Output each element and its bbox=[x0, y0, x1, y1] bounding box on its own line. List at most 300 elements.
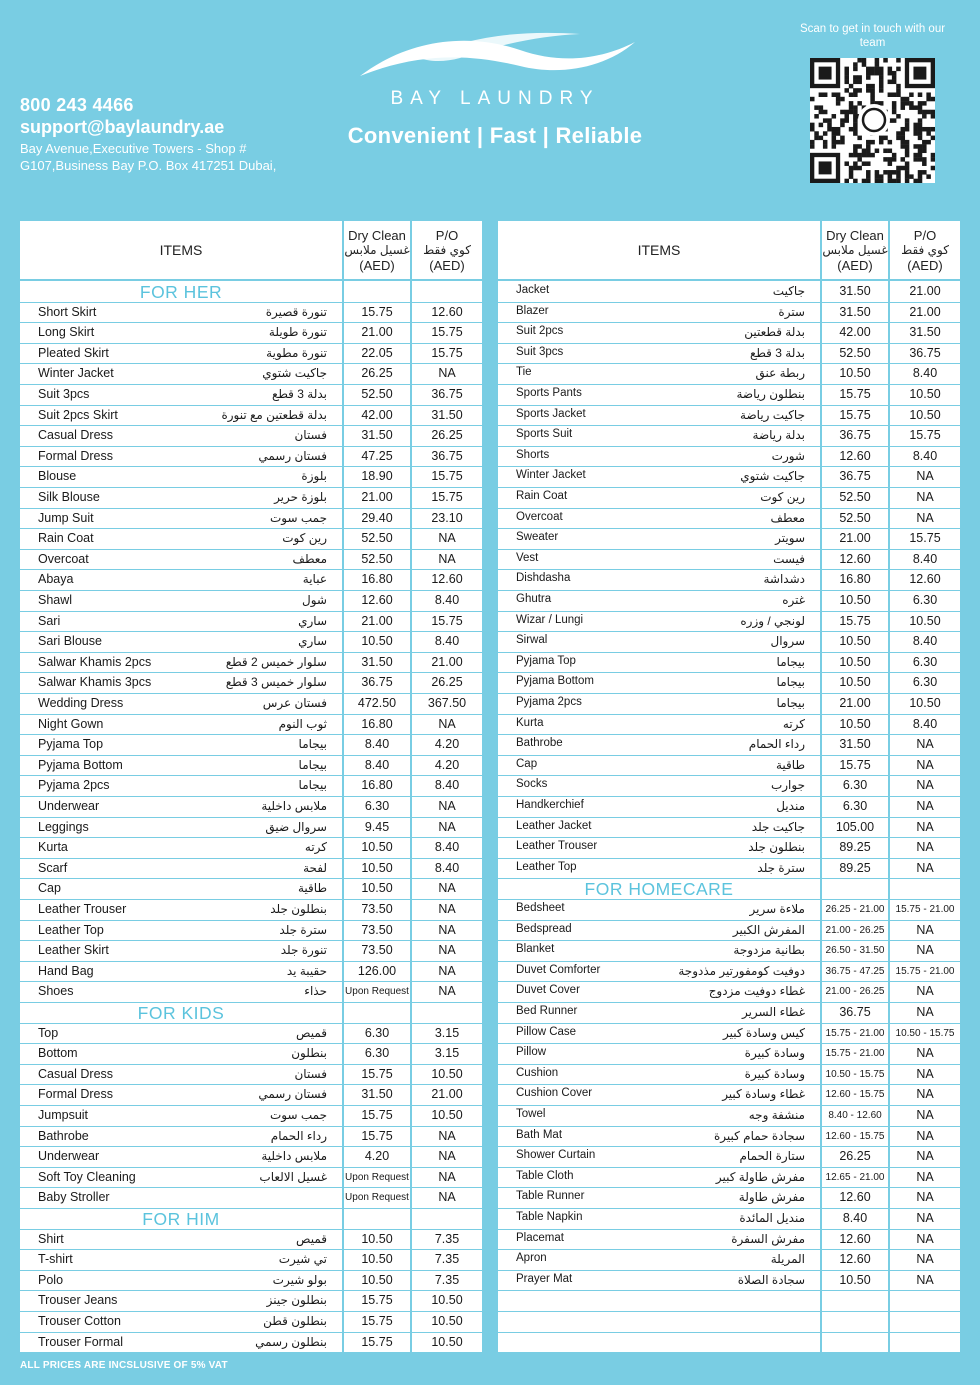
table-row bbox=[498, 364, 960, 385]
table-row bbox=[498, 900, 960, 921]
item-name: Suit 2pcs bbox=[516, 325, 564, 338]
table-row bbox=[20, 488, 482, 509]
contact-block bbox=[20, 94, 290, 174]
table-row bbox=[20, 756, 482, 777]
dry-clean-price: 15.75 bbox=[839, 757, 871, 772]
section-header bbox=[498, 879, 960, 900]
item-name-arabic: تي شيرت bbox=[278, 1252, 327, 1267]
press-only-price: 15.75 bbox=[909, 531, 941, 546]
item-name: Handkerchief bbox=[516, 799, 584, 811]
dry-clean-header: Dry Clean غسيل ملابس (AED) bbox=[344, 227, 410, 273]
table-row bbox=[20, 529, 482, 550]
item-name: Short Skirt bbox=[38, 304, 97, 319]
dry-clean-price: 36.75 - 47.25 bbox=[825, 965, 885, 977]
item-name: Jump Suit bbox=[38, 510, 94, 525]
item-name: Duvet Cover bbox=[516, 984, 580, 997]
press-only-price: 4.20 bbox=[434, 737, 460, 752]
press-only-price: 36.75 bbox=[431, 448, 463, 463]
item-name: Pyjama Top bbox=[38, 737, 104, 752]
item-name-arabic: وسادة كبيرة bbox=[744, 1046, 805, 1061]
item-name: Winter Jacket bbox=[38, 366, 114, 381]
table-row bbox=[498, 838, 960, 859]
item-name: Sports Pants bbox=[516, 387, 582, 399]
press-only-price: 8.40 bbox=[912, 716, 938, 731]
dry-clean-price: 4.20 bbox=[364, 1149, 390, 1164]
item-name-arabic: طاقية bbox=[298, 881, 327, 896]
press-only-price: 6.30 bbox=[912, 593, 938, 607]
item-name: Abaya bbox=[38, 572, 74, 587]
item-name-arabic: لفحة bbox=[303, 860, 327, 875]
item-name-arabic: كرته bbox=[304, 840, 327, 855]
table-row bbox=[20, 303, 482, 324]
press-only-price: 36.75 bbox=[909, 345, 941, 360]
press-only-price: NA bbox=[916, 819, 934, 834]
table-row bbox=[20, 385, 482, 406]
dry-clean-price: 16.80 bbox=[839, 572, 871, 587]
dry-clean-price: 73.50 bbox=[361, 943, 393, 958]
press-only-price: 36.75 bbox=[431, 387, 463, 401]
dry-clean-price: 16.80 bbox=[361, 778, 393, 793]
item-name: Bathrobe bbox=[516, 737, 563, 750]
qr-code-icon[interactable] bbox=[810, 58, 935, 183]
dry-clean-header: Dry Clean غسيل ملابس (AED) bbox=[822, 227, 888, 273]
item-name: Overcoat bbox=[38, 551, 89, 566]
press-only-price: 10.50 bbox=[909, 407, 941, 422]
item-name: Sweater bbox=[516, 531, 559, 544]
table-row bbox=[20, 797, 482, 818]
item-name: Apron bbox=[516, 1252, 547, 1265]
item-name: Vest bbox=[516, 551, 539, 564]
dry-clean-price: 6.30 bbox=[364, 1025, 390, 1040]
press-only-price: NA bbox=[916, 469, 934, 484]
dry-clean-price: 10.50 bbox=[839, 654, 871, 669]
dry-clean-price: 10.50 bbox=[839, 593, 871, 607]
table-row bbox=[20, 509, 482, 530]
item-name-arabic: مفرش طاولة bbox=[738, 1190, 805, 1205]
item-name: Jacket bbox=[516, 284, 550, 296]
table-row bbox=[498, 1147, 960, 1168]
dry-clean-price: 10.50 - 15.75 bbox=[825, 1068, 885, 1080]
dry-clean-price: 21.00 bbox=[839, 531, 871, 546]
item-name: Formal Dress bbox=[38, 448, 114, 463]
dry-clean-price: 52.50 bbox=[361, 531, 393, 546]
dry-clean-price: 12.60 - 15.75 bbox=[825, 1130, 885, 1142]
press-only-price: 4.20 bbox=[434, 757, 460, 772]
item-name-arabic: بيجاما bbox=[776, 654, 805, 669]
dry-clean-price: 31.50 bbox=[839, 284, 871, 298]
press-only-price: 12.60 bbox=[431, 304, 463, 319]
item-name-arabic: بيجاما bbox=[776, 675, 805, 690]
table-row bbox=[498, 632, 960, 653]
item-name: Casual Dress bbox=[38, 1066, 114, 1081]
items-header: ITEMS bbox=[159, 241, 203, 258]
press-only-price: 21.00 bbox=[431, 1087, 463, 1102]
press-only-price: 15.75 bbox=[431, 469, 463, 484]
dry-clean-price: 10.50 bbox=[361, 840, 393, 855]
press-only-price: 10.50 bbox=[431, 1293, 463, 1308]
dry-clean-price: 472.50 bbox=[357, 696, 397, 710]
press-only-price: NA bbox=[438, 551, 456, 566]
dry-clean-price: 16.80 bbox=[361, 716, 393, 731]
press-only-price: 15.75 bbox=[431, 325, 463, 340]
section-header bbox=[20, 1003, 482, 1024]
dry-clean-price: 18.90 bbox=[361, 469, 393, 484]
item-name-arabic: رين كوت bbox=[282, 531, 327, 546]
item-name-arabic: غطاء السرير bbox=[741, 1005, 805, 1019]
tagline: Convenient | Fast | Reliable bbox=[347, 123, 643, 148]
item-name: Trouser Formal bbox=[38, 1334, 123, 1349]
table-row bbox=[20, 715, 482, 736]
item-name-arabic: غطاء وسادة كبير bbox=[722, 1087, 805, 1102]
table-row bbox=[20, 673, 482, 694]
item-name-arabic: بنطلون جلد bbox=[748, 840, 805, 855]
dry-clean-price: 10.50 bbox=[839, 1272, 871, 1287]
item-name: Duvet Comforter bbox=[516, 963, 601, 976]
item-name: Blazer bbox=[516, 304, 549, 317]
table-row bbox=[498, 1127, 960, 1148]
table-row bbox=[498, 426, 960, 447]
item-name: Blouse bbox=[38, 469, 77, 484]
dry-clean-price: 31.50 bbox=[361, 654, 393, 669]
item-name-arabic: حذاء bbox=[304, 984, 327, 999]
item-name-arabic: قميص bbox=[296, 1025, 327, 1040]
press-only-price: 8.40 bbox=[912, 366, 938, 381]
item-name-arabic: عباية bbox=[302, 572, 327, 587]
item-name-arabic: ستارة الحمام bbox=[739, 1149, 805, 1164]
press-only-price: 8.40 bbox=[434, 778, 460, 793]
item-name-arabic: سترة bbox=[778, 304, 805, 319]
dry-clean-price: 36.75 bbox=[839, 469, 871, 484]
table-row bbox=[20, 1168, 482, 1189]
press-only-header: P/O كوي فقط (AED) bbox=[901, 227, 949, 273]
dry-clean-price: 8.40 bbox=[842, 1211, 868, 1225]
table-row bbox=[20, 941, 482, 962]
item-name-arabic: سجادة الصلاة bbox=[737, 1272, 805, 1287]
item-name-arabic: جمب سوت bbox=[269, 1108, 327, 1122]
table-row bbox=[20, 1291, 482, 1312]
table-row bbox=[498, 962, 960, 983]
press-only-price: NA bbox=[916, 984, 934, 999]
item-name: Cap bbox=[516, 757, 538, 770]
table-row bbox=[20, 323, 482, 344]
item-name: Hand Bag bbox=[38, 963, 94, 978]
dry-clean-price: 15.75 bbox=[839, 407, 871, 422]
item-name: Sports Suit bbox=[516, 428, 573, 441]
press-only-price: 8.40 bbox=[912, 551, 938, 566]
dry-clean-price: 10.50 bbox=[361, 1252, 393, 1267]
press-only-price: NA bbox=[438, 819, 456, 834]
item-name: Prayer Mat bbox=[516, 1272, 573, 1285]
item-name: Trouser Cotton bbox=[38, 1314, 121, 1328]
dry-clean-price: 15.75 bbox=[361, 1293, 393, 1308]
table-row bbox=[20, 1147, 482, 1168]
item-name-arabic: المفرش الكبير bbox=[732, 922, 805, 937]
table-row bbox=[498, 529, 960, 550]
item-name-arabic: فيست bbox=[773, 551, 805, 566]
item-name: Cushion Cover bbox=[516, 1087, 593, 1100]
item-name: Leather Trouser bbox=[516, 840, 598, 853]
dry-clean-price: 8.40 bbox=[364, 737, 390, 752]
item-name-arabic: بنطلون bbox=[291, 1046, 327, 1061]
item-name: T-shirt bbox=[38, 1252, 73, 1267]
table-row bbox=[498, 1271, 960, 1292]
press-only-price: NA bbox=[438, 716, 456, 731]
press-only-price: NA bbox=[438, 531, 456, 546]
section-title: FOR HOMECARE bbox=[584, 879, 734, 900]
press-only-price: 15.75 bbox=[431, 345, 463, 360]
dry-clean-price: 21.00 bbox=[361, 490, 393, 504]
table-row bbox=[20, 406, 482, 427]
press-only-price: NA bbox=[438, 799, 456, 813]
table-row bbox=[20, 632, 482, 653]
table-row bbox=[20, 1044, 482, 1065]
table-row bbox=[20, 1106, 482, 1127]
dry-clean-price: 21.00 - 26.25 bbox=[825, 924, 885, 936]
table-row bbox=[20, 591, 482, 612]
item-name-arabic: سروال bbox=[770, 634, 805, 649]
item-name-arabic: لونجي / وزره bbox=[740, 613, 805, 628]
item-name-arabic: بلوزة حرير bbox=[274, 490, 327, 504]
dry-clean-price: 31.50 bbox=[361, 1087, 393, 1102]
dry-clean-price: 26.25 - 21.00 bbox=[825, 904, 885, 915]
item-name: Shirt bbox=[38, 1231, 64, 1246]
item-name-arabic: فستان رسمي bbox=[258, 1087, 327, 1102]
item-name-arabic: بنطلون قطن bbox=[263, 1314, 327, 1328]
item-name: Shoes bbox=[38, 984, 74, 999]
press-only-price: NA bbox=[916, 1272, 934, 1287]
table-row bbox=[20, 1250, 482, 1271]
item-name-arabic: تنورة جلد bbox=[280, 943, 327, 958]
table-row bbox=[498, 1250, 960, 1271]
press-only-price: 10.50 bbox=[909, 613, 941, 628]
press-only-price: 26.25 bbox=[431, 428, 463, 443]
dry-clean-price: 12.60 bbox=[839, 1190, 871, 1205]
press-only-price: NA bbox=[916, 757, 934, 772]
table-row bbox=[20, 921, 482, 942]
table-row bbox=[498, 550, 960, 571]
item-name: Sari Blouse bbox=[38, 634, 102, 649]
item-name: Pyjama Bottom bbox=[516, 675, 594, 688]
item-name-arabic: بنطلون رسمي bbox=[255, 1334, 327, 1349]
dry-clean-price: 31.50 bbox=[361, 428, 393, 443]
table-row bbox=[20, 426, 482, 447]
item-name-arabic: بلوزة bbox=[301, 469, 327, 484]
table-row bbox=[20, 467, 482, 488]
table-row bbox=[20, 653, 482, 674]
item-name: Bath Mat bbox=[516, 1128, 563, 1141]
item-name: Shorts bbox=[516, 448, 550, 461]
item-name: Socks bbox=[516, 778, 548, 791]
table-row bbox=[20, 1333, 482, 1354]
dry-clean-price: 12.60 bbox=[361, 593, 393, 607]
item-name: Tie bbox=[516, 366, 532, 379]
dry-clean-price: 73.50 bbox=[361, 922, 393, 937]
item-name-arabic: ملاءة سرير bbox=[749, 902, 805, 916]
item-name-arabic: ساري bbox=[298, 613, 327, 628]
item-name: Bed Runner bbox=[516, 1005, 578, 1017]
dry-clean-price: 42.00 bbox=[361, 407, 393, 422]
table-row bbox=[498, 303, 960, 324]
item-name-arabic: فستان bbox=[294, 1066, 327, 1081]
section-title: FOR HER bbox=[139, 282, 223, 302]
item-name-arabic: جاكيت رياضة bbox=[740, 407, 805, 422]
item-name-arabic: حقيبة يد bbox=[286, 963, 327, 978]
table-row bbox=[498, 447, 960, 468]
item-name: Polo bbox=[38, 1272, 64, 1287]
table-row bbox=[498, 797, 960, 818]
press-only-price: NA bbox=[916, 1231, 934, 1246]
support-email[interactable]: support@baylaundry.ae bbox=[20, 117, 225, 137]
item-name-arabic: ربطة عنق bbox=[755, 366, 805, 381]
item-name-arabic: بيجاما bbox=[298, 778, 327, 793]
item-name: Leggings bbox=[38, 819, 89, 834]
item-name: Cap bbox=[38, 881, 61, 896]
item-name-arabic: بيجاما bbox=[298, 757, 327, 772]
phone-number[interactable]: 800 243 4466 bbox=[20, 95, 134, 115]
dry-clean-price: 21.00 bbox=[839, 696, 871, 710]
item-name: Shower Curtain bbox=[516, 1149, 596, 1162]
dry-clean-price: 15.75 bbox=[361, 1128, 393, 1143]
press-only-price: NA bbox=[916, 840, 934, 855]
press-only-price: NA bbox=[438, 1190, 456, 1205]
item-name: Underwear bbox=[38, 1149, 100, 1164]
press-only-price: NA bbox=[916, 1005, 934, 1019]
dry-clean-price: Upon Request bbox=[345, 1192, 409, 1204]
item-name-arabic: بولو شيرت bbox=[272, 1272, 327, 1287]
item-name-arabic: سلوار خميس 2 قطع bbox=[225, 654, 327, 669]
table-row bbox=[20, 1024, 482, 1045]
item-name: Bedspread bbox=[516, 922, 572, 935]
dry-clean-price: 10.50 bbox=[361, 881, 393, 896]
item-name: Night Gown bbox=[38, 716, 104, 731]
table-row bbox=[498, 694, 960, 715]
scan-caption: Scan to get in touch with our team bbox=[799, 23, 946, 49]
item-name-arabic: معطف bbox=[770, 510, 805, 525]
item-name-arabic: بيجاما bbox=[776, 696, 805, 710]
item-name: Blanket bbox=[516, 943, 555, 956]
item-name: Wizar / Lungi bbox=[516, 613, 584, 626]
item-name-arabic: ملابس داخلية bbox=[261, 799, 327, 813]
dry-clean-price: 22.05 bbox=[361, 345, 393, 360]
press-only-price: NA bbox=[916, 1128, 934, 1143]
item-name-arabic: تنورة قصيرة bbox=[265, 304, 327, 319]
dry-clean-price: 126.00 bbox=[357, 963, 397, 978]
dry-clean-price: 26.25 bbox=[361, 366, 393, 381]
table-row bbox=[20, 879, 482, 900]
table-row bbox=[498, 1168, 960, 1189]
item-name-arabic: وسادة كبيرة bbox=[744, 1066, 805, 1081]
table-row bbox=[498, 673, 960, 694]
item-name: Shawl bbox=[38, 593, 73, 607]
dry-clean-price: 15.75 bbox=[839, 613, 871, 628]
item-name-arabic: جاكيت جلد bbox=[751, 819, 805, 834]
item-name-arabic: رداء الحمام bbox=[270, 1128, 327, 1143]
table-row bbox=[498, 735, 960, 756]
dry-clean-price: 9.45 bbox=[364, 819, 390, 834]
dry-clean-price: 15.75 - 21.00 bbox=[825, 1027, 885, 1039]
press-only-price: 8.40 bbox=[912, 634, 938, 649]
table-row bbox=[20, 550, 482, 571]
dry-clean-price: 6.30 bbox=[842, 799, 868, 813]
item-name: Cushion bbox=[516, 1066, 559, 1079]
dry-clean-price: 15.75 - 21.00 bbox=[825, 1048, 885, 1060]
dry-clean-price: 36.75 bbox=[361, 675, 393, 690]
press-only-price: 15.75 - 21.00 bbox=[895, 965, 955, 977]
item-name: Leather Trouser bbox=[38, 902, 127, 916]
item-name: Suit 2pcs Skirt bbox=[38, 407, 118, 422]
item-name-arabic: فستان عرس bbox=[262, 696, 327, 710]
dry-clean-price: 12.60 - 15.75 bbox=[825, 1089, 885, 1101]
item-name: Pleated Skirt bbox=[38, 345, 109, 360]
item-name-arabic: كيس وسادة كبير bbox=[722, 1025, 805, 1040]
press-only-price: 15.75 bbox=[431, 613, 463, 628]
item-name-arabic: بدلة 3 قطع bbox=[749, 345, 805, 360]
press-only-price: 367.50 bbox=[427, 696, 467, 710]
item-name-arabic: شورت bbox=[771, 448, 805, 463]
item-name-arabic: غتره bbox=[782, 593, 805, 607]
press-only-price: NA bbox=[916, 490, 934, 504]
press-only-price: 10.50 bbox=[909, 696, 941, 710]
dry-clean-price: 105.00 bbox=[835, 819, 875, 834]
table-row bbox=[498, 1003, 960, 1024]
dry-clean-price: 12.60 bbox=[839, 448, 871, 463]
press-only-price: NA bbox=[916, 778, 934, 793]
press-only-price: 21.00 bbox=[909, 284, 941, 298]
dry-clean-price: 31.50 bbox=[839, 737, 871, 752]
dry-clean-price: 8.40 - 12.60 bbox=[828, 1110, 882, 1121]
press-only-price: NA bbox=[438, 922, 456, 937]
table-row bbox=[498, 941, 960, 962]
press-only-price: NA bbox=[438, 943, 456, 958]
dry-clean-price: 12.65 - 21.00 bbox=[825, 1171, 885, 1183]
item-name: Long Skirt bbox=[38, 325, 95, 340]
table-row bbox=[498, 818, 960, 839]
press-only-price: 10.50 bbox=[431, 1314, 463, 1328]
dry-clean-price: 15.75 bbox=[361, 1334, 393, 1349]
press-only-price: NA bbox=[438, 984, 456, 999]
table-row bbox=[498, 282, 960, 303]
table-row bbox=[20, 447, 482, 468]
table-row bbox=[20, 962, 482, 983]
table-row bbox=[498, 570, 960, 591]
item-name: Winter Jacket bbox=[516, 469, 586, 482]
item-name: Leather Jacket bbox=[516, 819, 592, 832]
table-row bbox=[20, 735, 482, 756]
table-row bbox=[20, 982, 482, 1003]
item-name-arabic: غسيل الالعاب bbox=[259, 1169, 327, 1184]
item-name: Jumpsuit bbox=[38, 1108, 89, 1122]
table-row bbox=[498, 715, 960, 736]
dry-clean-price: 15.75 bbox=[361, 1066, 393, 1081]
item-name: Sari bbox=[38, 613, 61, 628]
press-only-price: NA bbox=[438, 881, 456, 896]
press-only-price: NA bbox=[916, 1066, 934, 1081]
dry-clean-price: Upon Request bbox=[345, 1171, 409, 1183]
table-row bbox=[20, 818, 482, 839]
table-row bbox=[498, 859, 960, 880]
dry-clean-price: 42.00 bbox=[839, 325, 871, 340]
item-name: Leather Top bbox=[516, 860, 577, 873]
table-row bbox=[498, 509, 960, 530]
item-name: Towel bbox=[516, 1108, 546, 1120]
press-only-price: 8.40 bbox=[434, 593, 460, 607]
price-table-right bbox=[498, 221, 960, 1352]
item-name: Casual Dress bbox=[38, 428, 114, 443]
dry-clean-price: 21.00 - 26.25 bbox=[825, 986, 885, 998]
item-name-arabic: بطانية مزدوجة bbox=[733, 943, 805, 958]
press-only-price: NA bbox=[916, 943, 934, 958]
item-name: Formal Dress bbox=[38, 1087, 114, 1102]
